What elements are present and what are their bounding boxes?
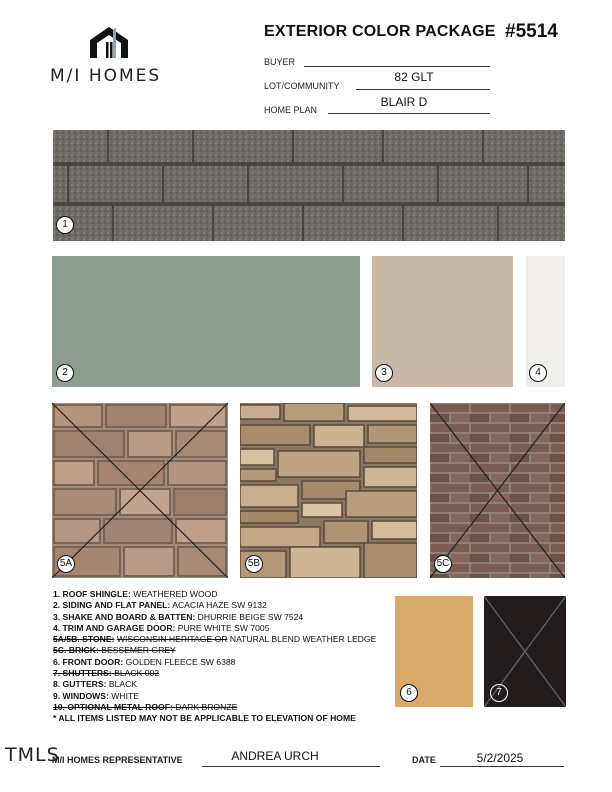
swatch-brick [430, 403, 565, 578]
spec-item-stone: 5A/5B. STONE: WISCONSIN HERITAGE OR NATURAL BLEND WEATHER LEDGE [53, 634, 377, 645]
swatch-stone-b [240, 403, 417, 578]
plan-label: HOME PLAN [264, 105, 318, 115]
date-line [440, 766, 564, 767]
spec-item-front-door: 6. FRONT DOOR: GOLDEN FLEECE SW 6388 [53, 656, 236, 667]
stone-a-texture [52, 403, 228, 578]
swatch-number-badge: 6 [400, 684, 418, 702]
spec-item-shake: 3. SHAKE AND BOARD & BATTEN: DHURRIE BEIGE SW 7524 [53, 611, 304, 622]
buyer-label: BUYER [264, 57, 296, 67]
spec-item-trim: 4. TRIM AND GARAGE DOOR: PURE WHITE SW 7005 [53, 622, 270, 633]
spec-list [53, 589, 393, 725]
plan-value: BLAIR D [380, 95, 428, 109]
date-value: 5/2/2025 [476, 751, 524, 765]
spec-item-siding: 2. SIDING AND FLAT PANEL: ACACIA HAZE SW 9132 [53, 600, 267, 611]
spec-item-windows: 9. WINDOWS: WHITE [53, 690, 139, 701]
spec-item-gutters: 8. GUTTERS: BLACK [53, 679, 138, 690]
swatch-number-badge: 1 [56, 216, 74, 234]
rep-label: M/I HOMES REPRESENTATIVE [52, 755, 183, 765]
spec-item-brick: 5C. BRICK: BESSEMER GREY [53, 645, 176, 656]
logo-wordmark: M/I HOMES [50, 66, 162, 86]
lot-value: 82 GLT [394, 70, 434, 84]
package-number: #5514 [505, 21, 558, 42]
swatch-shutters [484, 596, 566, 707]
spec-item-shutters: 7. SHUTTERS: BLACK 002 [53, 668, 160, 679]
brick-texture [430, 403, 565, 578]
swatch-siding [52, 256, 360, 387]
date-label: DATE [412, 755, 436, 765]
lot-line [356, 89, 490, 90]
brand-logo [50, 24, 175, 86]
buyer-line [304, 66, 490, 67]
stone-b-texture [240, 403, 417, 578]
lot-label: LOT/COMMUNITY [264, 81, 340, 91]
swatch-number-badge: 7 [490, 684, 508, 702]
watermark: TMLS [5, 744, 60, 766]
spec-item-metal-roof: 10. OPTIONAL METAL ROOF: DARK BRONZE [53, 701, 238, 712]
swatch-front-door [395, 596, 473, 707]
swatch-number-badge: 5B [245, 555, 263, 573]
shingle-texture [53, 130, 565, 241]
swatch-number-badge: 2 [56, 364, 74, 382]
page-title: EXTERIOR COLOR PACKAGE [264, 23, 496, 40]
swatch-roof-shingle [53, 130, 565, 241]
swatch-number-badge: 5A [57, 555, 75, 573]
house-logo-icon [50, 24, 175, 60]
swatch-trim [526, 256, 565, 387]
swatch-number-badge: 5C [434, 555, 452, 573]
rep-value: ANDREA URCH [231, 749, 319, 763]
disclaimer: * ALL ITEMS LISTED MAY NOT BE APPLICABLE TO ELEVATION OF HOME [53, 713, 356, 724]
swatch-number-badge: 4 [529, 364, 547, 382]
rep-line [202, 766, 380, 767]
swatch-number-badge: 3 [375, 364, 393, 382]
plan-line [328, 113, 490, 114]
spec-item-roof: 1. ROOF SHINGLE: WEATHERED WOOD [53, 589, 218, 599]
swatch-stone-a [52, 403, 228, 578]
swatch-shake [372, 256, 513, 387]
